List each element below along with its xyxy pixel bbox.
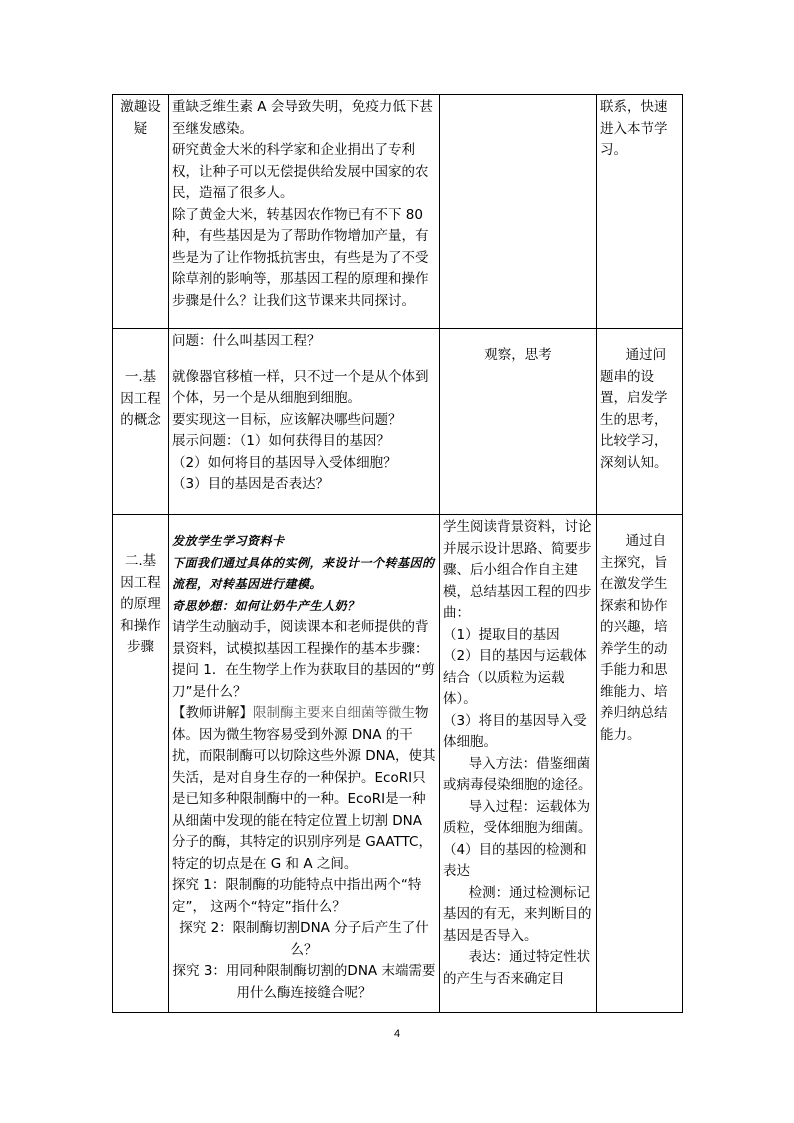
- paragraph: 检测：通过检测标记基因的有无，来判断目的基因是否导入。: [443, 884, 592, 944]
- teacher-activity-cell: [169, 95, 440, 329]
- table-row: [113, 515, 683, 1013]
- explain-text: 限制酶主要来自细菌等微生: [253, 705, 415, 721]
- paragraph: 研究黄金大米的科学家和企业捐出了专利权，让种子可以无偿提供给发展中国家的农民，造福了很多人。: [172, 142, 429, 201]
- inquiry: 探究 1：限制酶的功能特点中指出两个“特定”， 这两个“特定”指什么？: [172, 877, 422, 915]
- student-activity-cell: [440, 95, 597, 329]
- stage-cell: [113, 329, 169, 515]
- handout-note: 发放学生学习资料卡: [172, 534, 285, 548]
- paragraph: 展示问题：（1）如何获得目的基因？: [172, 433, 390, 449]
- paragraph: 重缺乏维生素 A 会导致失明，免疫力低下甚至继发感染。: [172, 99, 433, 137]
- paragraph: （2）目的基因与运载体结合（以质粒为运载体）。: [443, 648, 587, 707]
- paragraph: 观察，思考: [484, 347, 552, 363]
- paragraph: 学生阅读背景资料，讨论并展示设计思路、简要步骤、后小组合作自主建模，总结基因工程的四步曲：: [443, 519, 592, 621]
- student-activity-cell: [440, 329, 597, 515]
- paragraph: 导入方法：借鉴细菌或病毒侵染细胞的途径。: [443, 755, 592, 793]
- paragraph: 问题：什么叫基因工程？: [172, 333, 321, 349]
- handout-note: 奇思妙想：如何让奶牛产生人奶？: [172, 598, 360, 613]
- stage-label: 激趣设疑: [120, 99, 161, 137]
- stage-label: 二.基因工程的原理和操作步骤: [120, 553, 161, 655]
- paragraph: （1）提取目的基因: [443, 626, 560, 643]
- handout-note: 下面我们通过具体的实例，来设计一个转基因的流程，对转基因进行建模。: [172, 555, 435, 591]
- paragraph: 要实现这一目标，应该解决哪些问题？: [172, 411, 402, 428]
- paragraph: （3）目的基因是否表达？: [172, 476, 330, 492]
- page-number: 4: [393, 1028, 401, 1040]
- design-intent-cell: [597, 515, 683, 1013]
- stage-cell: [113, 515, 169, 1013]
- inquiry: 探究 3：用同种限制酶切割的DNA 末端需要用什么酶连接缝合呢？: [172, 963, 436, 1001]
- student-activity-cell: [440, 515, 597, 1013]
- paragraph: （4）目的基因的检测和表达: [443, 841, 587, 879]
- paragraph: 通过自主探究，旨在激发学生探索和协作的兴趣，培养学生的动手能力和思维能力、培养归纳总结能力。: [600, 533, 668, 743]
- paragraph: 表达：通过特定性状的产生与否来确定目: [443, 949, 591, 987]
- design-intent-cell: [597, 329, 683, 515]
- paragraph: 提问 1．在生物学上作为获取目的基因的“剪刀”是什么？: [172, 662, 435, 700]
- stage-label: 一.基因工程的概念: [120, 369, 161, 428]
- paragraph: 通过问题串的设置，启发学生的思考，比较学习，深刻认知。: [600, 347, 668, 471]
- table-row: [113, 95, 683, 329]
- teacher-activity-cell: [169, 515, 440, 1013]
- paragraph: 请学生动脑动手，阅读课本和老师提供的背景资料，试模拟基因工程操作的基本步骤：: [172, 619, 429, 657]
- explain-tag: 【教师讲解】: [172, 705, 253, 721]
- paragraph: 除了黄金大米，转基因农作物已有不下 80 种，有些基因是为了帮助作物增加产量，有些是为了让作物抵抗害虫，有些是为了不受除草剂的影响等，那基因工程的原理和操作步骤是什么？让我们这节课来共同探讨。: [172, 206, 429, 309]
- stage-cell: [113, 95, 169, 329]
- teacher-activity-cell: [169, 329, 440, 515]
- paragraph: （3）将目的基因导入受体细胞。: [443, 712, 587, 750]
- paragraph: 联系，快速进入本节学习。: [600, 99, 668, 158]
- table-row: [113, 329, 683, 515]
- lesson-plan-table: [112, 94, 683, 1013]
- paragraph: 就像器官移植一样，只不过一个是从个体到个体，另一个是从细胞到细胞。: [172, 368, 429, 406]
- design-intent-cell: [597, 95, 683, 329]
- paragraph: 导入过程：运载体为质粒，受体细胞为细菌。: [443, 798, 592, 836]
- inquiry: 探究 2：限制酶切割DNA 分子后产生了什么？: [179, 920, 429, 958]
- paragraph: （2）如何将目的基因导入受体细胞？: [172, 454, 397, 471]
- teacher-explanation: [172, 703, 436, 875]
- explain-text: 物体。因为微生物容易受到外源 DNA 的干扰，而限制酶可以切除这些外源 DNA，使其失活，是对自身生存的一种保护。EcoRⅠ只是已知多种限制酶中的一种。EcoRⅠ是一种从细菌中发现的能在特定位置上切割 DNA 分子的酶，其特定的识别序列是 GAATTC，特定的切点是在 G 和 A 之间。: [172, 705, 436, 872]
